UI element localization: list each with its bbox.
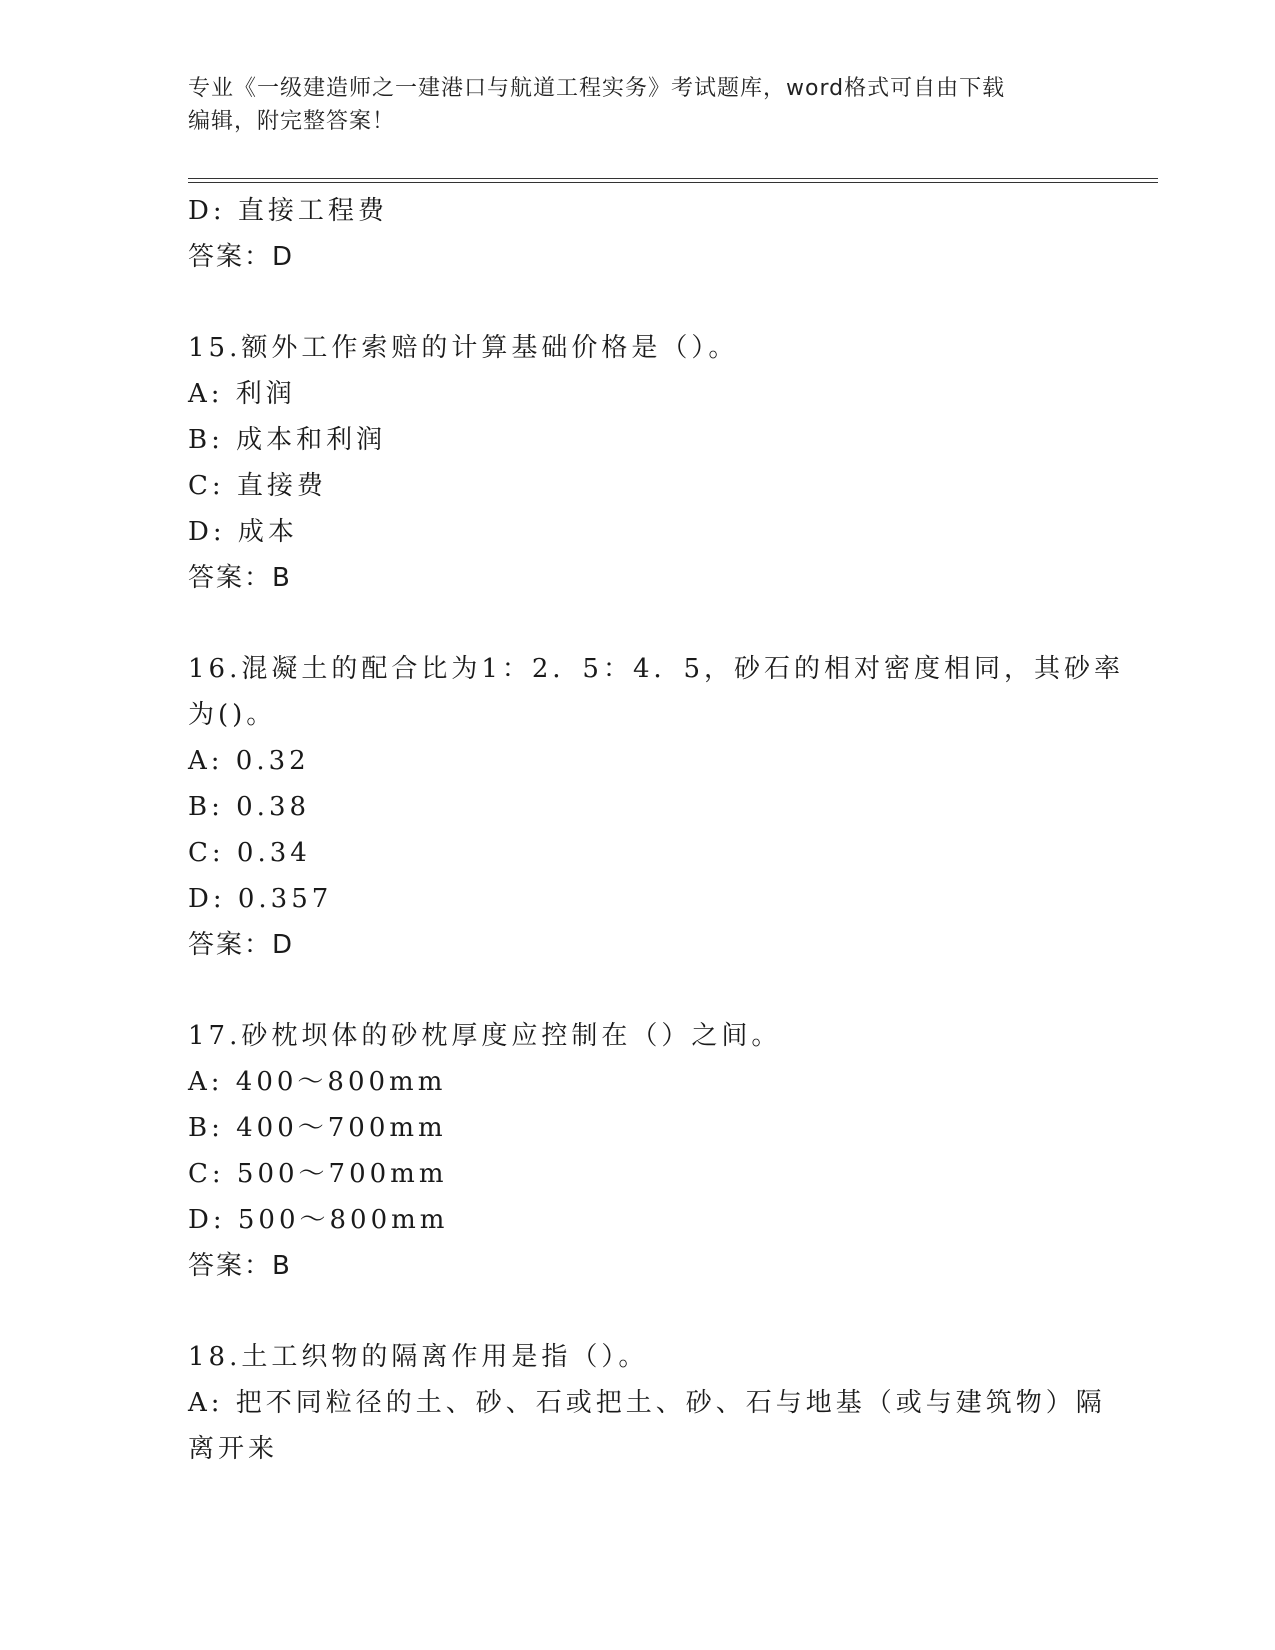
- option-a: A: 0.32: [188, 746, 310, 776]
- header-divider-bottom: [188, 182, 1158, 183]
- question-14: [188, 188, 1088, 280]
- question-text: 18.土工织物的隔离作用是指（）。: [188, 1342, 649, 1372]
- question-text: 17.砂枕坝体的砂枕厚度应控制在（）之间。: [188, 1021, 782, 1051]
- question-15: [188, 325, 1088, 601]
- document-header: [188, 72, 1068, 138]
- answer: 答案：D: [188, 930, 295, 960]
- answer: 答案：B: [188, 563, 292, 593]
- option-c: C: 直接费: [188, 471, 327, 501]
- question-text-line-1: 16.混凝土的配合比为1：2．5：4．5，砂石的相对密度相同，其砂率: [188, 654, 1125, 684]
- option-a: A: 400～800mm: [188, 1067, 447, 1097]
- option-b: B: 0.38: [188, 792, 311, 822]
- question-text-line-2: 为()。: [188, 700, 277, 730]
- option-d: D: 成本: [188, 517, 298, 547]
- question-16: [188, 646, 1125, 968]
- question-18: [188, 1334, 1106, 1472]
- option-c: C: 500～700mm: [188, 1159, 448, 1189]
- option-d: D: 500～800mm: [188, 1205, 449, 1235]
- answer: 答案：D: [188, 242, 295, 272]
- option-a-line-1: A: 把不同粒径的土、砂、石或把土、砂、石与地基（或与建筑物）隔: [188, 1388, 1106, 1418]
- header-divider-top: [188, 178, 1158, 179]
- option-d: D: 直接工程费: [188, 196, 388, 226]
- question-text: 15.额外工作索赔的计算基础价格是（）。: [188, 333, 739, 363]
- option-c: C: 0.34: [188, 838, 311, 868]
- option-a-line-2: 离开来: [188, 1434, 279, 1464]
- header-line-1: 专业《一级建造师之一建港口与航道工程实务》考试题库，word格式可自由下载: [188, 76, 1006, 101]
- option-d: D: 0.357: [188, 884, 333, 914]
- question-list: [188, 188, 1125, 1472]
- option-b: B: 400～700mm: [188, 1113, 447, 1143]
- header-line-2: 编辑，附完整答案！: [188, 109, 396, 134]
- option-a: A: 利润: [188, 379, 296, 409]
- option-b: B: 成本和利润: [188, 425, 387, 455]
- question-17: [188, 1013, 1088, 1289]
- answer: 答案：B: [188, 1251, 292, 1281]
